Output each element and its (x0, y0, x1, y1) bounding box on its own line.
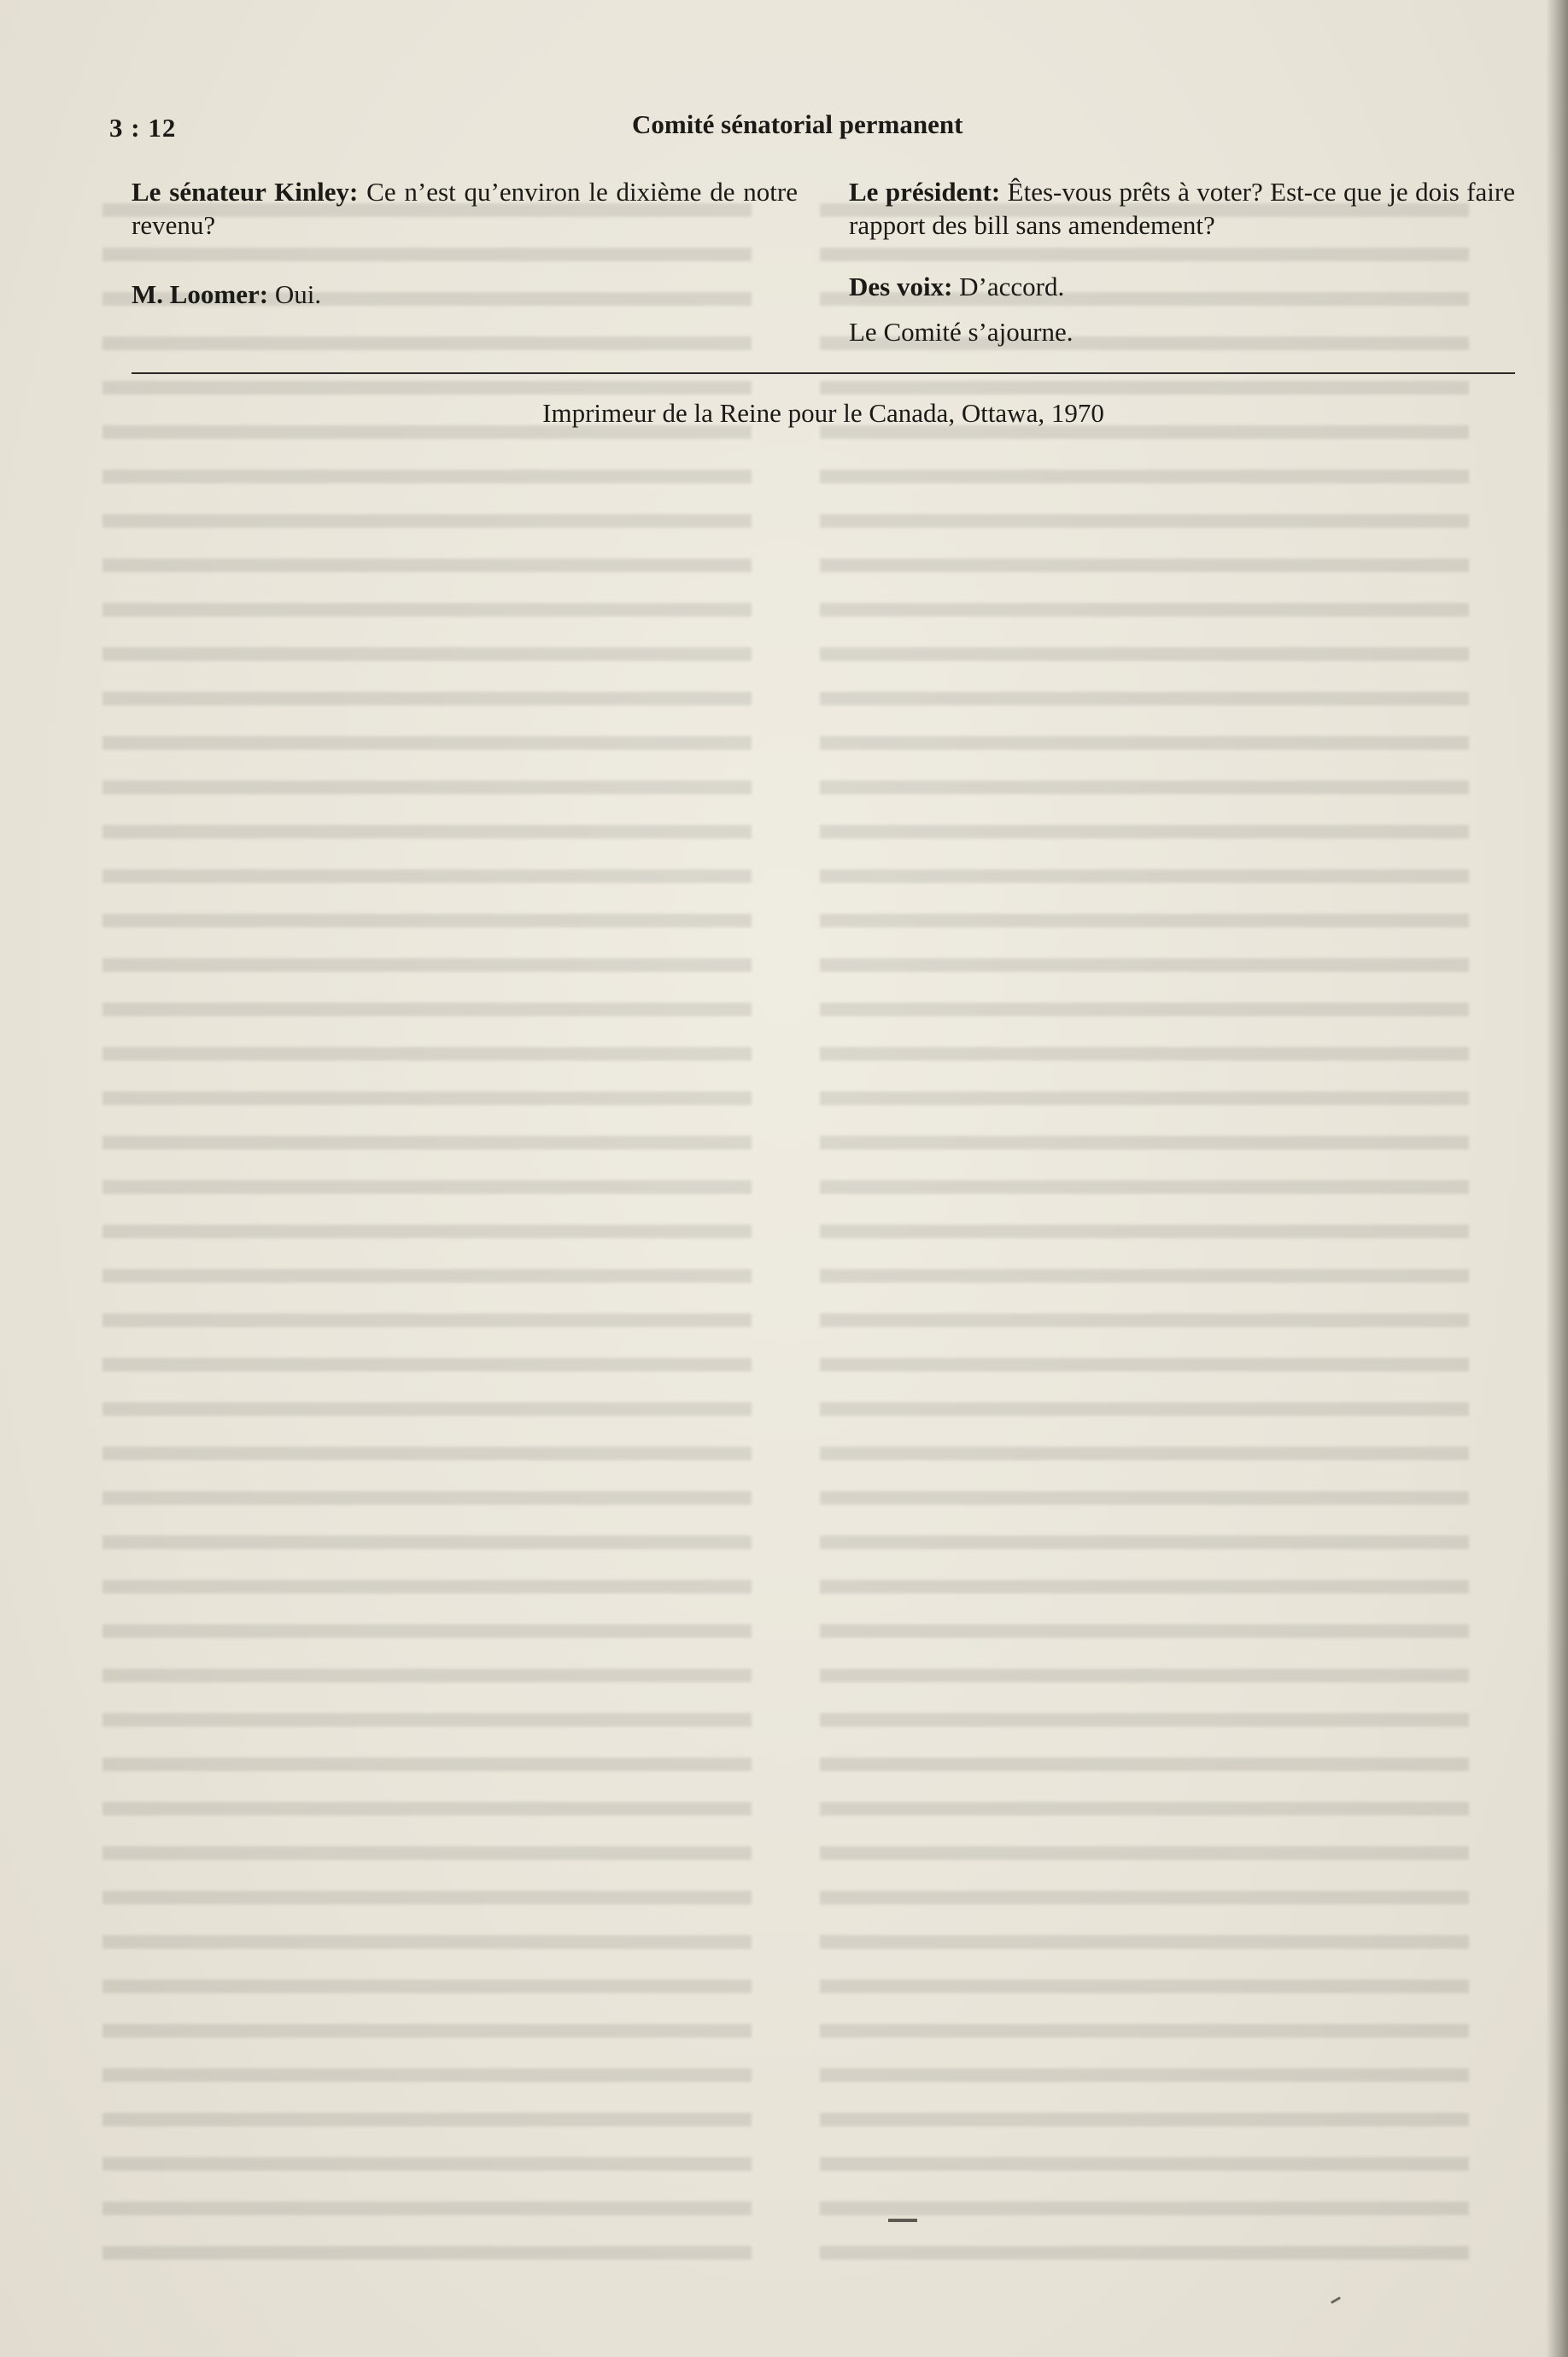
paragraph-text: Ce n’est qu’environ le dixième de notre revenu? (132, 177, 799, 240)
speaker-name: M. Loomer: (132, 279, 269, 309)
paragraph-text: Êtes-vous prêts à voter? Est-ce que je dois faire rapport des bill sans amendement? (849, 177, 1515, 240)
left-column (132, 175, 798, 339)
right-column (849, 175, 1515, 377)
ink-mark (1331, 2296, 1341, 2304)
paragraph-adjourn (849, 315, 1515, 348)
page-number: 3 : 12 (109, 113, 177, 143)
paragraph-president (849, 175, 1515, 242)
horizontal-rule (132, 372, 1515, 374)
paragraph-loomer (132, 278, 798, 311)
running-head: Comité sénatorial permanent (632, 109, 963, 139)
paragraph-kinley (132, 175, 798, 242)
paragraph-voices (849, 270, 1515, 303)
printer-imprint: Imprimeur de la Reine pour le Canada, Ottawa, 1970 (542, 398, 1104, 428)
paragraph-text: D’accord. (952, 272, 1065, 301)
speaker-name: Le sénateur Kinley: (132, 177, 359, 207)
paragraph-text: Oui. (268, 279, 322, 309)
speaker-name: Le président: (849, 177, 1001, 207)
ink-mark (888, 2219, 917, 2222)
speaker-name: Des voix: (849, 272, 953, 301)
paragraph-text: Le Comité s’ajourne. (849, 317, 1074, 347)
